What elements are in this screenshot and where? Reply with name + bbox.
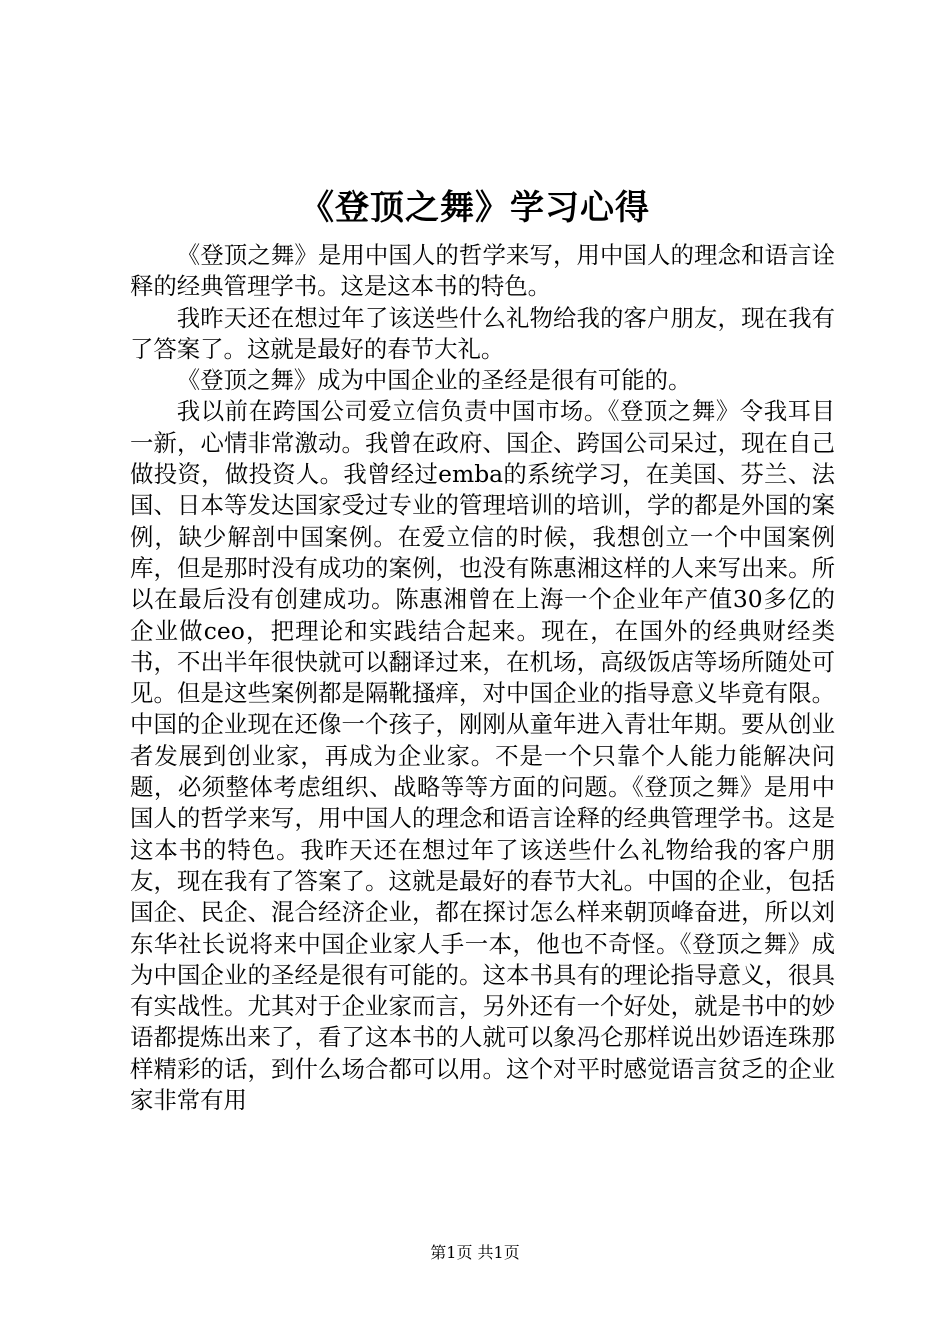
page-footer: 第1页 共1页 bbox=[430, 1243, 520, 1262]
paragraph-4: 我以前在跨国公司爱立信负责中国市场。《登顶之舞》令我耳目一新，心情非常激动。我曾在政府、国企、跨国公司呆过，现在自己做投资，做投资人。我曾经过emba的系统学习，在美国、芬兰、法国、日本等发达国家受过专业的管理培训的培训，学的都是外国的案例，缺少解剖中国案例。在爱立信的时候，我想创立一个中国案例库，但是那时没有成功的案例，也没有陈惠湘这样的人来写出来。所以在最后没有创建成功。陈惠湘曾在上海一个企业年产值30多亿的企业做ceo，把理论和实践结合起来。现在，在国外的经典财经类书，不出半年很快就可以翻译过来，在机场，高级饭店等场所随处可见。但是这些案例都是隔靴搔痒，对中国企业的指导意义毕竟有限。中国的企业现在还像一个孩子，刚刚从童年进入青壮年期。要从创业者发展到创业家，再成为企业家。不是一个只靠个人能力能解决问题，必须整体考虑组织、战略等等方面的问题。《登顶之舞》是用中国人的哲学来写，用中国人的理念和语言诠释的经典管理学书。这是这本书的特色。我昨天还在想过年了该送些什么礼物给我的客户朋友，现在我有了答案了。这就是最好的春节大礼。中国的企业，包括国企、民企、混合经济企业，都在探讨怎么样来朝顶峰奋进，所以刘东华社长说将来中国企业家人手一本，他也不奇怪。《登顶之舞》成为中国企业的圣经是很有可能的。这本书具有的理论指导意义，很具有实战性。尤其对于企业家而言，另外还有一个好处，就是书中的妙语都提炼出来了，看了这本书的人就可以象冯仑那样说出妙语连珠那样精彩的话，到什么场合都可以用。这个对平时感觉语言贫乏的企业家非常有用 bbox=[130, 397, 835, 1115]
document-title: 《登顶之舞》学习心得 bbox=[300, 188, 650, 228]
document-body bbox=[130, 240, 835, 1116]
paragraph-3: 《登顶之舞》成为中国企业的圣经是很有可能的。 bbox=[176, 366, 692, 395]
paragraph-1: 《登顶之舞》是用中国人的哲学来写，用中国人的理念和语言诠释的经典管理学书。这是这本书的特色。 bbox=[130, 241, 835, 301]
paragraph-2: 我昨天还在想过年了该送些什么礼物给我的客户朋友，现在我有了答案了。这就是最好的春节大礼。 bbox=[130, 303, 835, 363]
